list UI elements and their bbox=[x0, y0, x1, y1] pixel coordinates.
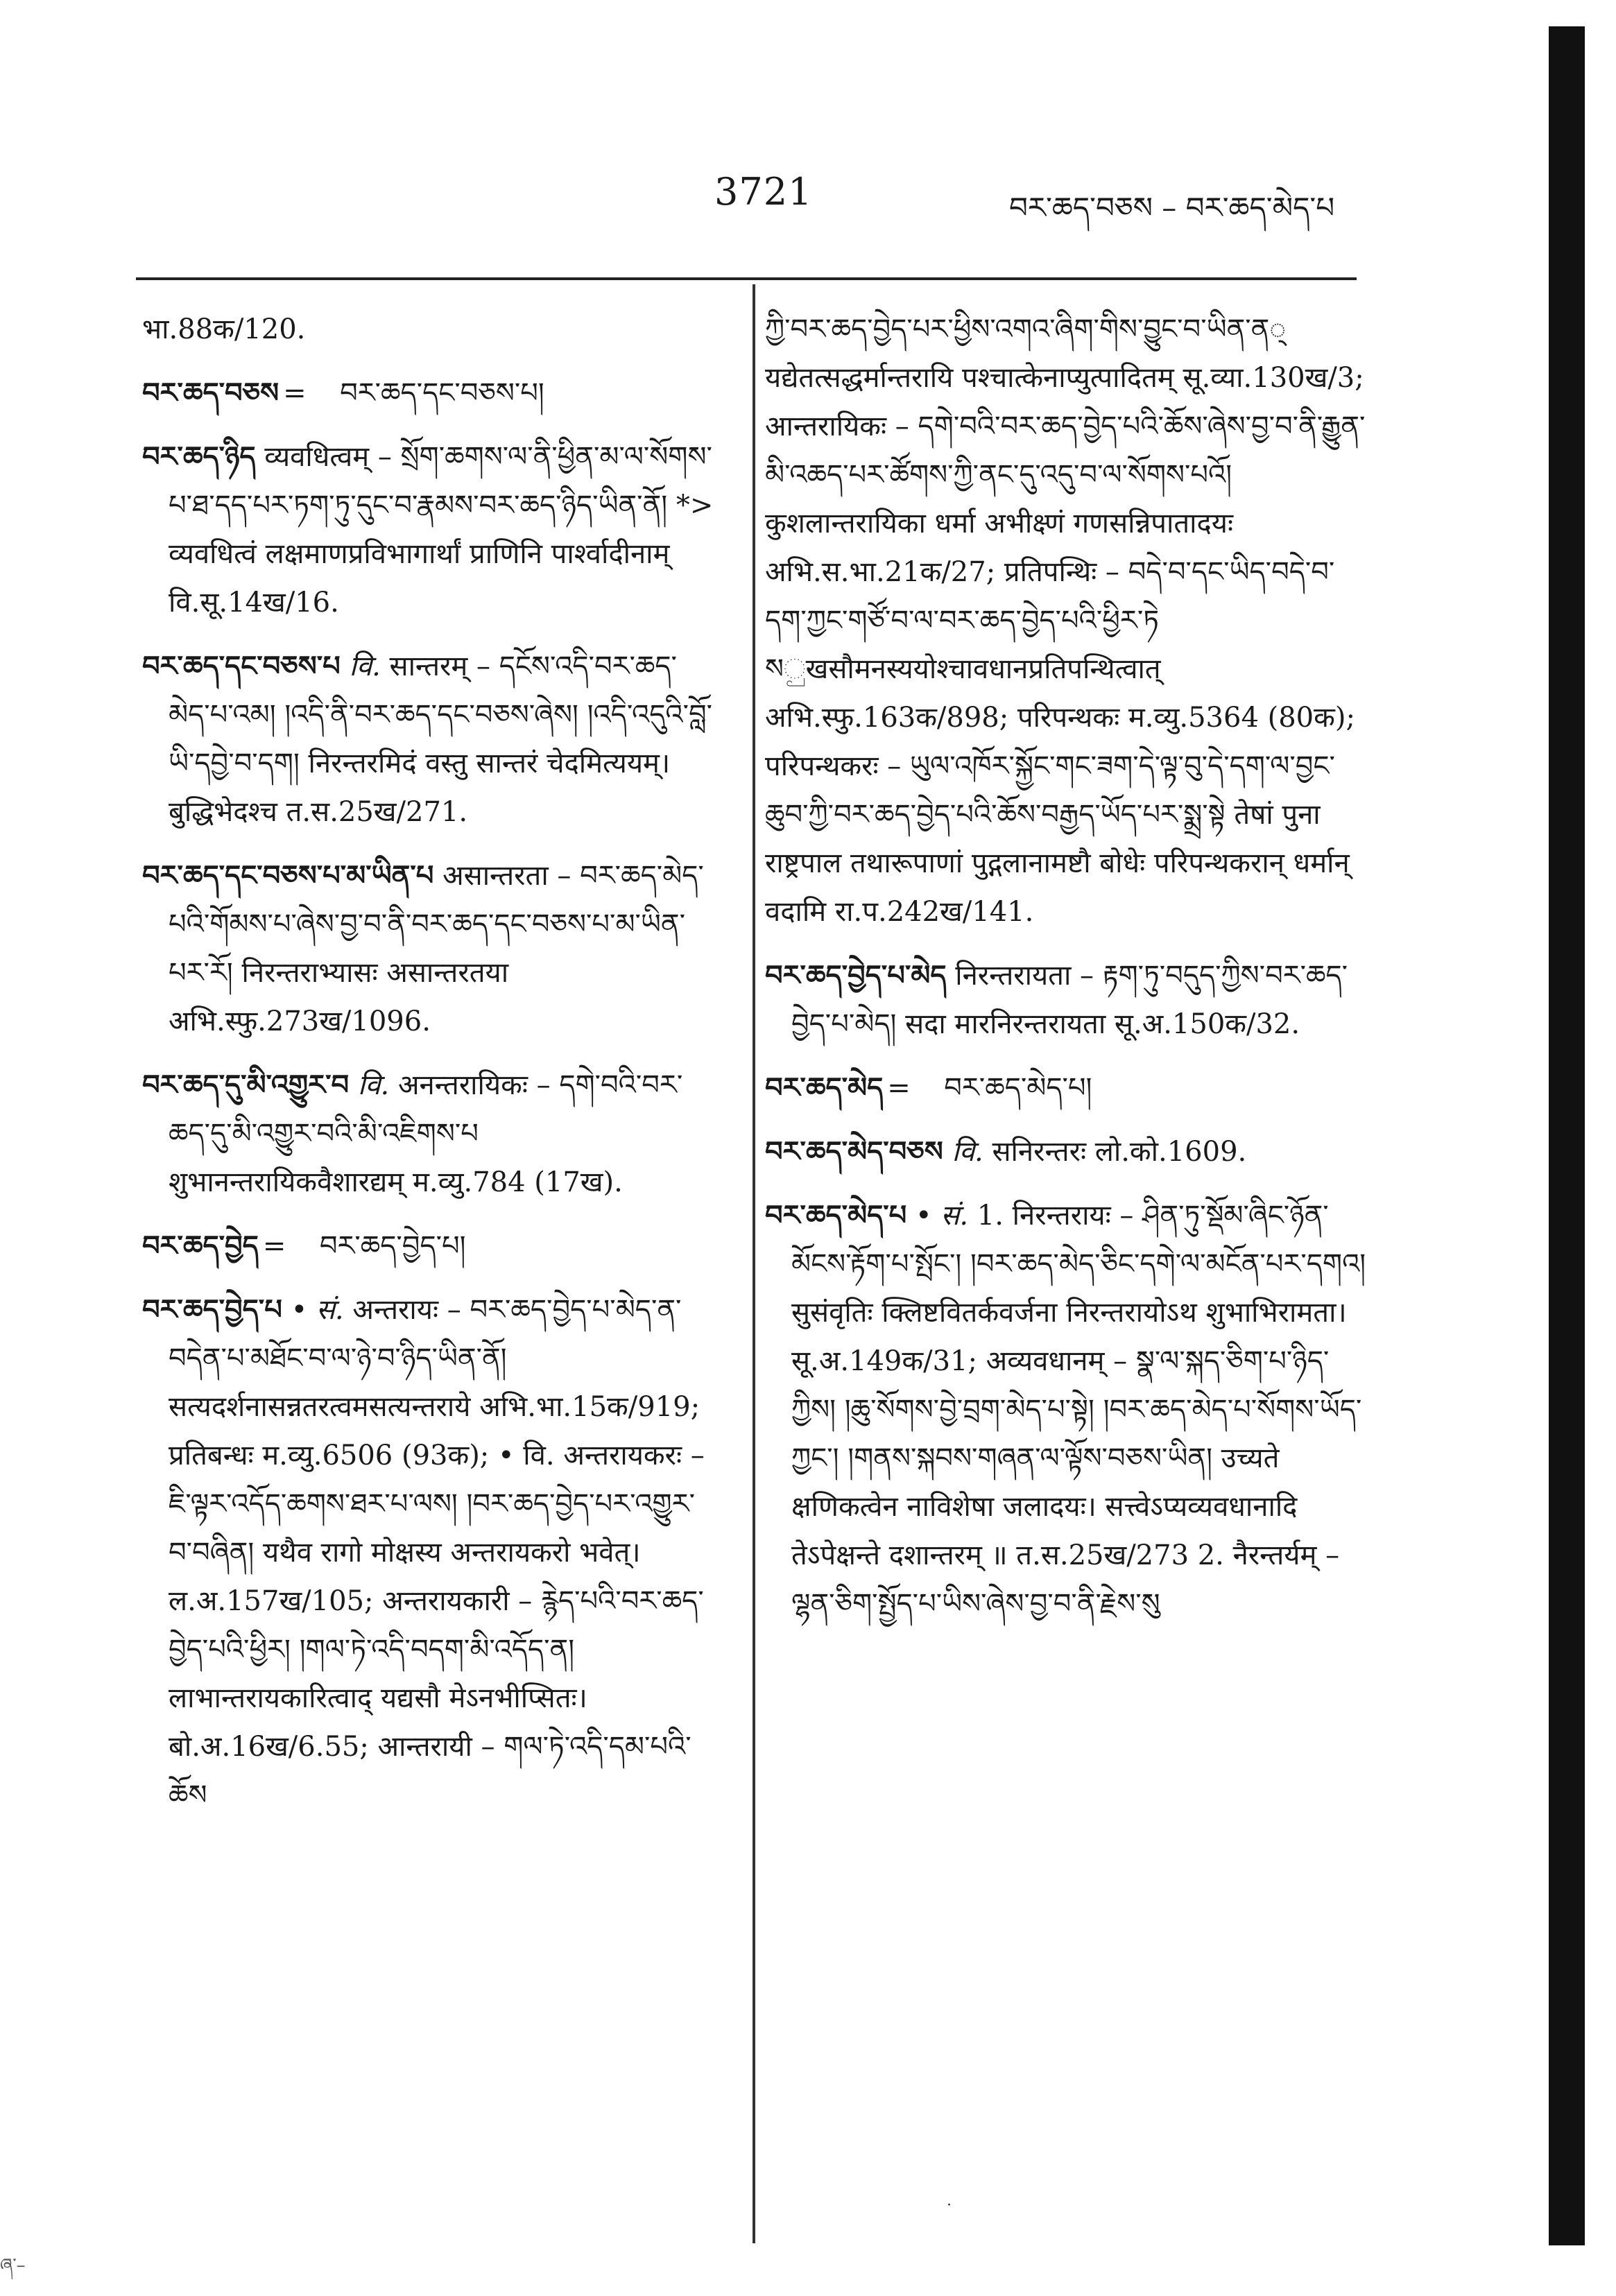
xref-equals: = bbox=[887, 1072, 911, 1104]
entry-body: सान्तरम् – དངོས་འདི་བར་ཆད་མེད་པ་འམ། །འདི་ནི་བར་ཆད་དང་བཅས་ཞེས། །འདི་འདུའི་བློ་ཡི་དབྱེ་བ་དག། निरन्तरमिदं वस्तु सान्तरं चेदमित्ययम्। बुद्धिभेदश्च त.स.25ख/271. bbox=[169, 650, 713, 828]
dictionary-entry bbox=[142, 852, 718, 1046]
entry-body: 1. निरन्तरायः – ཤིན་ཏུ་སྡོམ་ཞིང་ཉོན་མོངས་རྟོག་པ་སྤོང་། །བར་ཆད་མེད་ཅིང་དགེ་ལ་མངོན་པར་དགའ། सुसंवृतिः क्लिष्टवितर्कवर्जना निरन्तरायोऽथ शुभाभिरामता। सू.अ.149क/31; अव्यवधानम् – སྣ་ལ་སྐད་ཅིག་པ་ཉིད་ཀྱིས། །ཆུ་སོགས་བྱེ་བྲག་མེད་པ་སྟེ། །བར་ཆད་མེད་པ་སོགས་ཡོད་ཀྱང་། །གནས་སྐབས་གཞན་ལ་ལྟོས་བཅས་ཡིན། उच्यते क्षणिकत्वेन नाविशेषा जलादयः। सत्त्वेऽप्यव्यवधानादि तेऽपेक्षन्ते दशान्तरम् ॥ त.स.25ख/273 2. नैरन्तर्यम् – ལྷན་ཅིག་སྤྱོད་པ་ཡིས་ཞེས་བྱ་བ་ནི་རྗེས་སུ bbox=[791, 1200, 1366, 1620]
headword: བར་ཆད་དང་བཅས་པ་མ་ཡིན་པ bbox=[142, 859, 434, 892]
xref-target: བར་ཆད་མེད་པ། bbox=[944, 1072, 1092, 1104]
part-of-speech: वि. bbox=[357, 1069, 390, 1101]
part-of-speech: वि. bbox=[349, 650, 381, 682]
entry-body: अन्तरायः – བར་ཆད་བྱེད་པ་མེད་ན་བདེན་པ་མཐོང་བ་ལ་ཉེ་བ་ཉིད་ཡིན་ནོ། सत्यदर्शनासन्नतरत्वमसत्यन्तराये अभि.भा.15क/919; प्रतिबन्धः म.व्यु.6506 (93क); • वि. अन्तरायकरः – ཇི་ལྟར་འདོད་ཆགས་ཐར་པ་ལས། །བར་ཆད་བྱེད་པར་འགྱུར་བ་བཞིན། यथैव रागो मोक्षस्य अन्तरायकरो भवेत्। ल.अ.157ख/105; अन्तरायकारी – རྙེད་པའི་བར་ཆད་བྱེད་པའི་ཕྱིར། །གལ་ཏེ་འདི་བདག་མི་འདོད་ན། लाभान्तरायकारित्वाद् यद्यसौ मेऽनभीप्सितः। बो.अ.16ख/6.55; आन्तरायी – གལ་ཏེ་འདི་དམ་པའི་ཆོས bbox=[169, 1294, 705, 1811]
headword: བར་ཆད་དང་བཅས་པ bbox=[142, 650, 341, 682]
entry-body: निरन्तरायता – རྟག་ཏུ་བདུད་ཀྱིས་བར་ཆད་བྱེད་པ་མེད། सदा मारनिरन्तरायता सू.अ.150क/32. bbox=[791, 960, 1348, 1040]
dictionary-entry bbox=[142, 642, 718, 836]
headword: བར་ཆད་ཉིད bbox=[142, 440, 256, 473]
entry-body: सनिरन्तरः लो.को.1609. bbox=[992, 1136, 1247, 1168]
headword: བར་ཆད་མེད་བཅས bbox=[765, 1135, 943, 1168]
cross-reference-entry bbox=[765, 1064, 1368, 1112]
part-of-speech: • सं. bbox=[916, 1200, 969, 1232]
dictionary-entry bbox=[142, 1061, 718, 1207]
xref-target: བར་ཆད་དང་བཅས་པ། bbox=[340, 377, 544, 409]
cross-reference-entry bbox=[142, 369, 718, 417]
part-of-speech: वि. bbox=[952, 1136, 983, 1168]
header-rule bbox=[136, 277, 1357, 280]
xref-equals: = bbox=[262, 1230, 286, 1262]
entry-continuation: भा.88क/120. bbox=[142, 313, 306, 345]
headword: བར་ཆད་བྱེད bbox=[142, 1229, 259, 1262]
cross-reference-entry bbox=[142, 1222, 718, 1270]
entry-body: व्यवधित्वम् – སྲོག་ཆགས་ལ་ནི་ཕྱིན་མ་ལ་སོགས་པ་ཐ་དད་པར་ཏག་ཏུ་དུང་བ་རྣམས་བར་ཆད་ཉིད་ཡིན་ནོ། *> व्यवधित्वं लक्षमाणप्रविभागार्थां प्राणिनि पार्श्वादीनाम् वि.सू.14ख/16. bbox=[169, 441, 714, 619]
headword: བར་ཆད་དུ་མི་འགྱུར་བ bbox=[142, 1069, 350, 1101]
column-divider bbox=[753, 284, 755, 2243]
headword: བར་ཆད་བྱེད་པ་མེད bbox=[765, 959, 947, 992]
headword: བར་ཆད་མེད bbox=[765, 1071, 884, 1104]
scan-dot-mark: · bbox=[947, 2197, 952, 2214]
right-column bbox=[765, 305, 1368, 1643]
dictionary-entry bbox=[142, 1286, 718, 1820]
dictionary-entry bbox=[765, 1128, 1368, 1176]
dictionary-entry bbox=[765, 1191, 1368, 1628]
scan-edge-bar bbox=[1549, 26, 1585, 2245]
headword: བར་ཆད་བྱེད་པ bbox=[142, 1293, 282, 1326]
header-guide-words: བར་ཆད་བཅས – བར་ཆད་མེད་པ bbox=[1009, 191, 1335, 225]
entry-continuation: ཀྱི་བར་ཆད་བྱེད་པར་ཕྱིས་འགའ་ཞིག་གིས་བྱུང་བ་ཡིན་ན् यद्येतत्सद्धर्मान्तरायि पश्चात्केनाप्युत्पादितम् सू.व्या.130ख/3; आन्तरायिकः – དགེ་བའི་བར་ཆད་བྱེད་པའི་ཆོས་ཞེས་བྱ་བ་ནི་རྒྱུན་མི་འཆད་པར་ཚོགས་ཀྱི་ནང་དུ་འདུ་བ་ལ་སོགས་པའོ། कुशलान्तरायिका धर्मा अभीक्ष्णं गणसन्निपातादयः अभि.स.भा.21क/27; प्रतिपन्थिः – བདེ་བ་དང་ཡིད་བདེ་བ་དག་ཀྱང་གཙོ་བ་ལ་བར་ཆད་བྱེད་པའི་ཕྱིར་ཏེ སුखसौमनस्ययोश्चावधानप्रतिपन्थित्वात् अभि.स्फु.163क/898; परिपन्थकः म.व्यु.5364 (80क); परिपन्थकरः – ཡུལ་འཁོར་སྐྱོང་གང་ཟག་དེ་ལྟ་བུ་དེ་དག་ལ་བྱང་ཆུབ་ཀྱི་བར་ཆད་བྱེད་པའི་ཆོས་བརྒྱད་ཡོད་པར་སྨྲ་སྟེ तेषां पुना राष्ट्रपाल तथारूपाणां पुद्गलानामष्टौ बोधेः परिपन्थकरान् धर्मान् वदामि रा.प.242ख/141. bbox=[765, 313, 1366, 928]
headword: བར་ཆད་མེད་པ bbox=[765, 1199, 907, 1232]
dictionary-entry bbox=[765, 951, 1368, 1048]
dictionary-entry bbox=[142, 433, 718, 627]
scan-stray-mark: ཞ་– bbox=[0, 2255, 26, 2276]
page-number: 3721 bbox=[714, 170, 813, 214]
part-of-speech: • सं. bbox=[291, 1294, 344, 1326]
xref-target: བར་ཆད་བྱེད་པ། bbox=[319, 1230, 466, 1262]
entry-body: असान्तरता – བར་ཆད་མེད་པའི་གོམས་པ་ཞེས་བྱ་བ་ནི་བར་ཆད་དང་བཅས་པ་མ་ཡིན་པར་རོ། निरन्तराभ्यासः असान्तरतया अभि.स्फु.273ख/1096. bbox=[169, 860, 704, 1037]
headword: བར་ཆད་བཅས bbox=[142, 377, 280, 409]
entry-body: अनन्तरायिकः – དགེ་བའི་བར་ཆད་དུ་མི་འགྱུར་བའི་མི་འཇིགས་པ शुभानन्तरायिकवैशारद्यम् म.व्यु.784 (17ख). bbox=[169, 1069, 683, 1198]
left-column bbox=[142, 305, 718, 1835]
xref-equals: = bbox=[283, 377, 307, 409]
